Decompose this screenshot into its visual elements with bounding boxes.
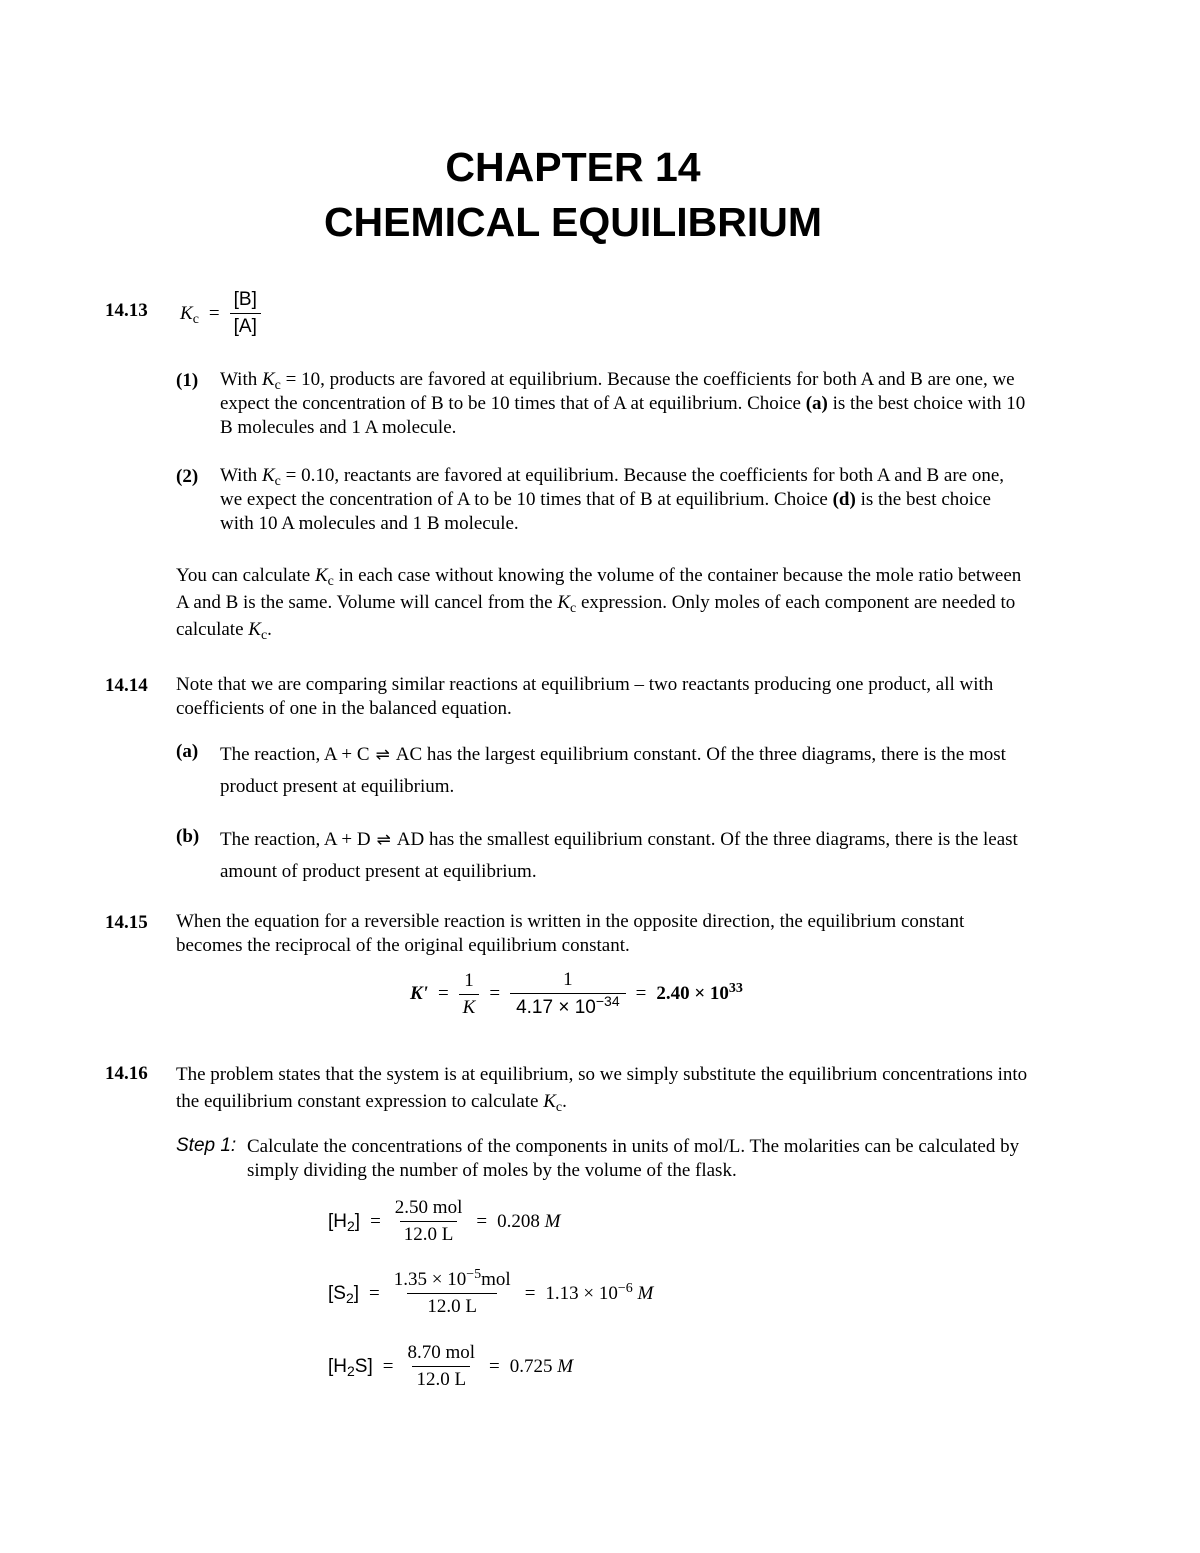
item-a-text: The reaction, A + C ⇌ AC has the largest equilibrium constant. Of the three diagrams, there is the most product present at equilibrium. — [220, 744, 1006, 797]
item-2-text: With $K_c = 0.10$, reactants are favored at equilibrium. Because the coefficients for both A and B are one, we expect the concentration of A to be 10 times that of B at equilibrium. Choice (d) is the best choice with 10 A molecules and 1 B molecule. — [220, 465, 1005, 534]
item-label-b: (b) — [176, 826, 200, 847]
kc-expression: $K_c$ = $\frac{[B]}{[A]}$ — [180, 288, 271, 339]
step-1-label: Step 1: — [176, 1135, 237, 1156]
problem-number-14-16: 14.16 — [105, 1063, 148, 1084]
h2s-concentration: $[H_2S]$ = $\frac{\text{8.70 mol}}{12.0 L}$ = 0.725 M — [328, 1342, 574, 1390]
s2-concentration: $[S_2]$ = $\frac{1.35 \times 10^{-5}mol}{12.0 L}$ = $1.13 \times 10^{-6}$ M — [328, 1267, 654, 1317]
item-1-text: With $K_c = 10$, products are favored at equilibrium. Because the coefficients for both A and B are one, we expect the concentration of B to be 10 times that of A at equilibrium. Choice (a) is the best choice with 10 B molecules and 1 A molecule. — [220, 369, 1026, 438]
reciprocal-k-equation: K' = $\frac{1}{K}$ = $\frac{1}{4.17 \times 10^{-34}}$ = $2.40 \times 10^{33}$ — [410, 969, 743, 1018]
problem-number-14-14: 14.14 — [105, 675, 148, 696]
item-b-text: The reaction, A + D ⇌ AD has the smallest equilibrium constant. Of the three diagrams, there is the least amount of product present at equilibrium. — [220, 829, 1018, 882]
kc-volume-paragraph: You can calculate $K_c$ in each case without knowing the volume of the container because the mole ratio between A and B is the same. Volume will cancel from the $K_c$ expression. Only moles of each component are needed to calculate $K_c$. — [176, 565, 1022, 643]
problem-number-14-13: 14.13 — [105, 300, 148, 321]
step-1-text: Calculate the concentrations of the components in units of mol/L. The molarities can be calculated by simply dividing the number of moles by the volume of the flask. — [247, 1136, 1020, 1181]
kc-fraction: $\frac{[B]}{[A]}$ — [230, 288, 261, 339]
item-label-a: (a) — [176, 741, 199, 762]
problem-14-14-intro: Note that we are comparing similar reactions at equilibrium – two reactants producing one product, all with coefficients of one in the balanced equation. — [176, 674, 994, 719]
item-label-1: (1) — [176, 370, 199, 391]
reciprocal-k-result: $2.40 \times 10^{33}$ — [656, 981, 743, 1004]
item-label-2: (2) — [176, 466, 199, 487]
h2-concentration: $[H_2]$ = $\frac{\text{2.50 mol}}{12.0 L}$ = 0.208 M — [328, 1197, 561, 1245]
chapter-number: CHAPTER 14 — [445, 144, 701, 190]
equilibrium-arrow-icon: ⇌ — [376, 830, 391, 850]
equilibrium-arrow-icon: ⇌ — [375, 745, 390, 765]
problem-number-14-15: 14.15 — [105, 912, 148, 933]
chapter-title: CHEMICAL EQUILIBRIUM — [323, 199, 823, 245]
problem-14-16-text: The problem states that the system is at equilibrium, so we simply substitute the equilibrium concentrations into the equilibrium constant expression to calculate $K_c$. — [176, 1064, 1028, 1115]
problem-14-15-text: When the equation for a reversible reaction is written in the opposite direction, the equilibrium constant becomes the reciprocal of the original equilibrium constant. — [176, 911, 965, 956]
